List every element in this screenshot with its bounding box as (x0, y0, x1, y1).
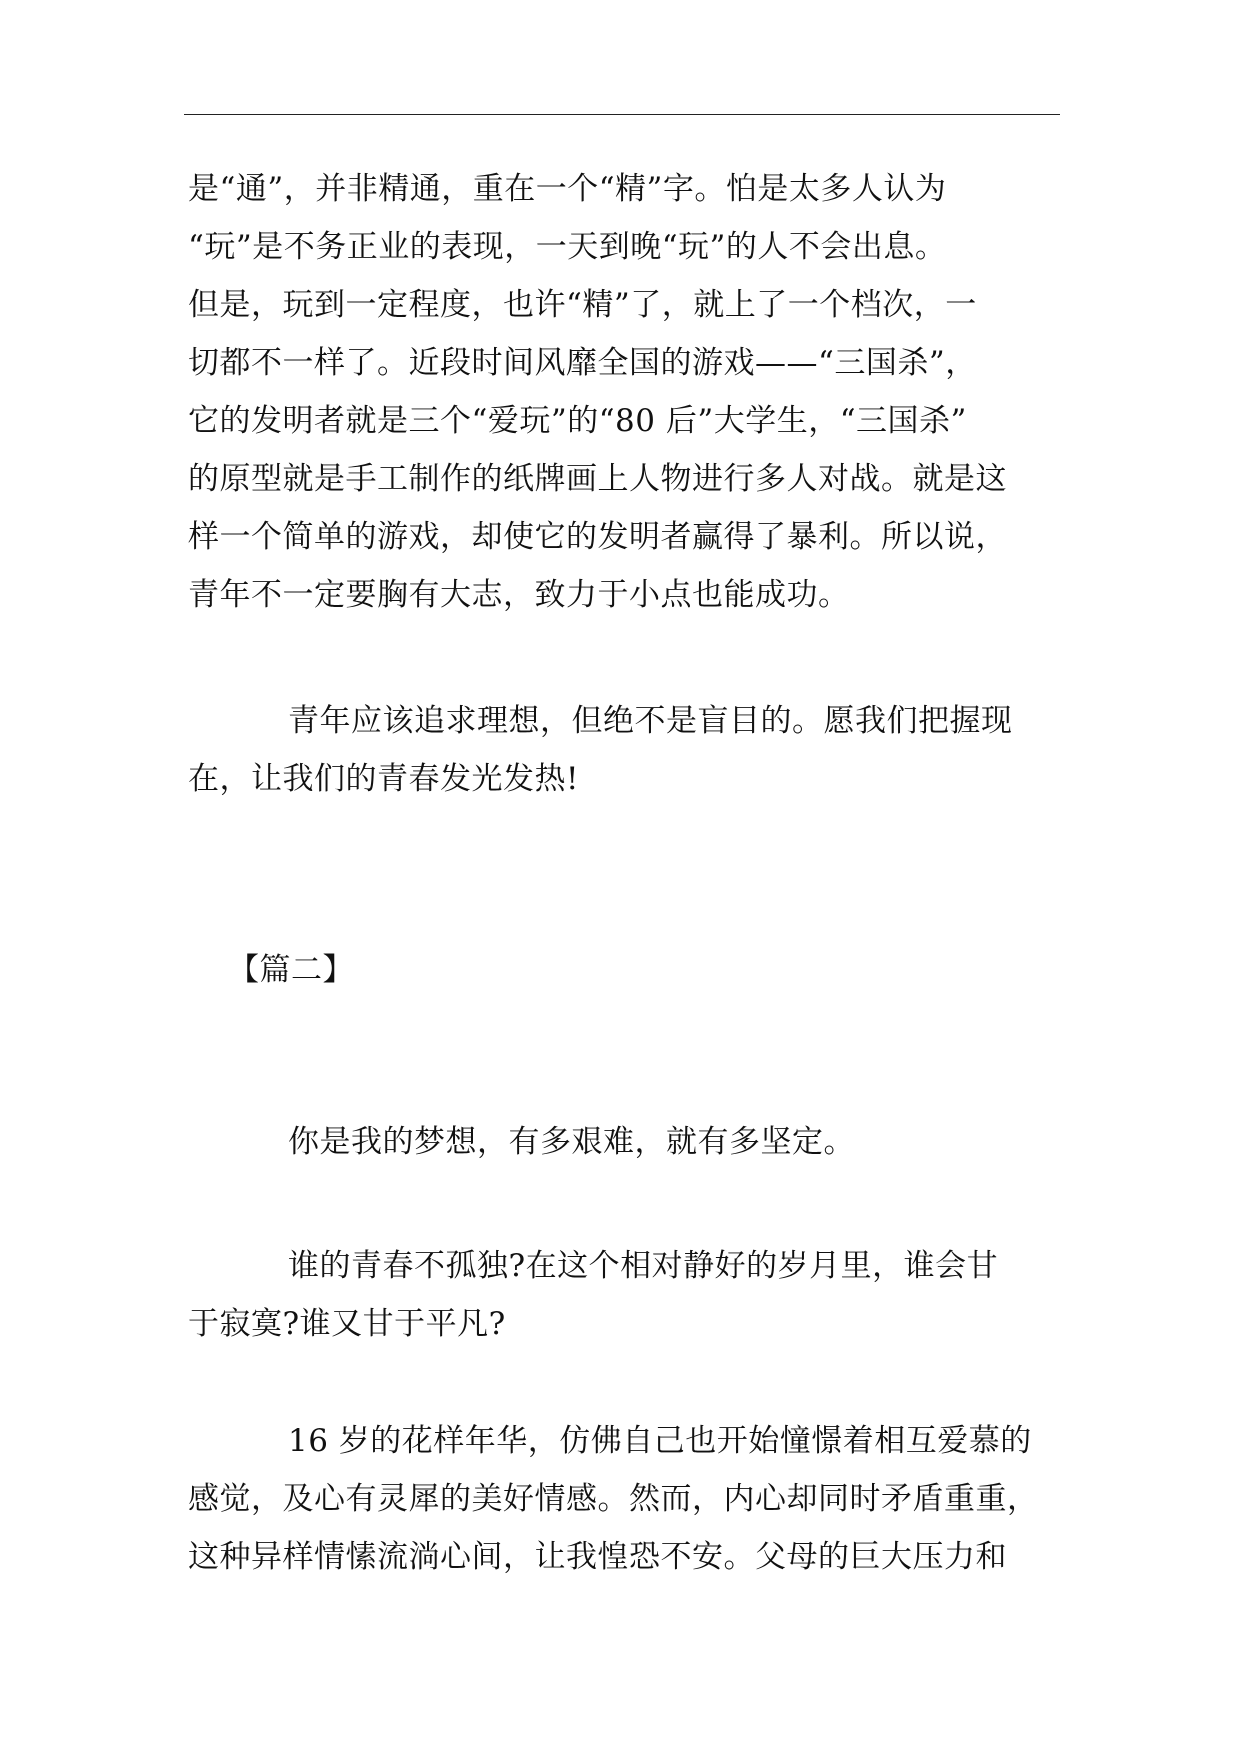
paragraph-4 (188, 1237, 998, 1353)
paragraph-line: 感觉，及心有灵犀的美好情感。然而，内心却同时矛盾重重， (188, 1481, 1039, 1517)
section-title-text: 【篇二】 (228, 952, 354, 988)
paragraph-line: 是“通”，并非精通，重在一个“精”字。怕是太多人认为 (188, 171, 947, 207)
header-rule (184, 114, 1060, 115)
paragraph-line: 于寂寞?谁又甘于平凡? (188, 1306, 506, 1342)
paragraph-5 (188, 1412, 1039, 1586)
paragraph-line: 在，让我们的青春发光发热! (188, 761, 579, 797)
paragraph-3 (188, 1113, 855, 1171)
section-title (188, 941, 354, 999)
paragraph-line: 样一个简单的游戏，却使它的发明者赢得了暴利。所以说， (188, 519, 1007, 555)
paragraph-line: 16 岁的花样年华，仿佛自己也开始憧憬着相互爱慕的 (288, 1423, 1032, 1459)
paragraph-line: 青年应该追求理想，但绝不是盲目的。愿我们把握现 (288, 703, 1013, 739)
paragraph-1 (188, 160, 1007, 624)
paragraph-line: 切都不一样了。近段时间风靡全国的游戏——“三国杀”， (188, 345, 977, 381)
paragraph-line: 但是，玩到一定程度，也许“精”了，就上了一个档次，一 (188, 287, 977, 323)
paragraph-line: 青年不一定要胸有大志，致力于小点也能成功。 (188, 577, 850, 613)
paragraph-line: 它的发明者就是三个“爱玩”的“80 后”大学生，“三国杀” (188, 403, 967, 439)
paragraph-line: 的原型就是手工制作的纸牌画上人物进行多人对战。就是这 (188, 461, 1007, 497)
paragraph-line: “玩”是不务正业的表现，一天到晚“玩”的人不会出息。 (188, 229, 947, 265)
paragraph-line: 你是我的梦想，有多艰难，就有多坚定。 (288, 1124, 855, 1160)
paragraph-2 (188, 692, 1013, 808)
paragraph-line: 这种异样情愫流淌心间，让我惶恐不安。父母的巨大压力和 (188, 1539, 1007, 1575)
paragraph-line: 谁的青春不孤独?在这个相对静好的岁月里，谁会甘 (288, 1248, 999, 1284)
